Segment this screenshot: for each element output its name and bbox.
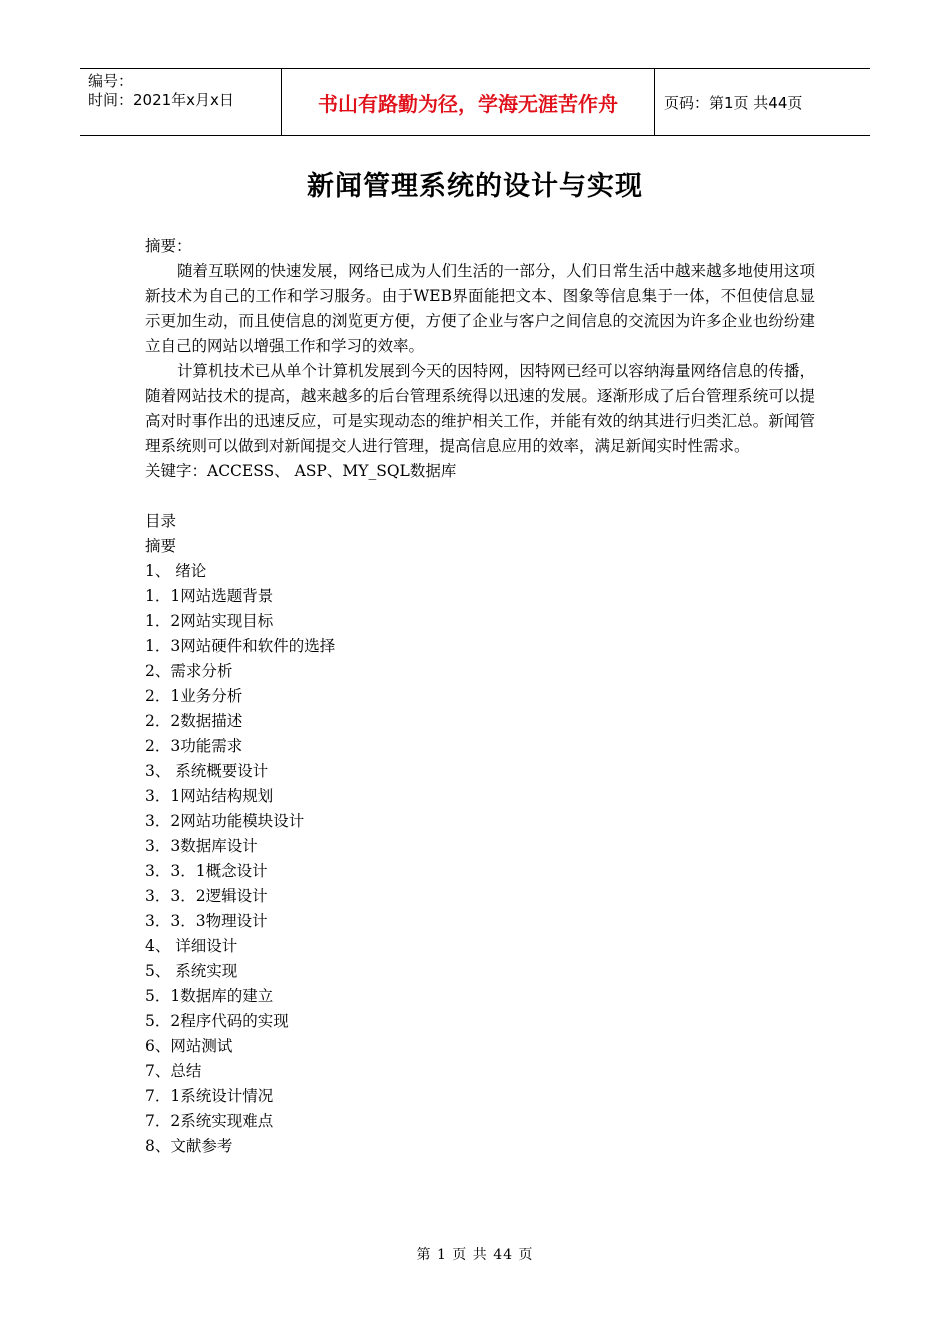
toc-item: 3．3．2逻辑设计 <box>145 887 268 905</box>
header-motto: 书山有路勤为径，学海无涯苦作舟 <box>318 91 618 116</box>
toc-item: 3．3．1概念设计 <box>145 862 268 880</box>
toc-item: 1．3网站硬件和软件的选择 <box>145 637 336 655</box>
page-footer: 第 1 页 共 44 页 <box>416 1247 534 1263</box>
toc-item: 2．2数据描述 <box>145 712 243 730</box>
toc-item: 2．1业务分析 <box>145 687 243 705</box>
toc-item: 7．1系统设计情况 <box>145 1087 274 1105</box>
document-time-label: 时间：2021年x月x日 <box>88 91 234 109</box>
toc-item: 5、 系统实现 <box>145 962 238 980</box>
toc-item: 7．2系统实现难点 <box>145 1112 274 1130</box>
toc-item: 摘要 <box>145 537 177 555</box>
header-page-info: 页码：第1页 共44页 <box>664 93 803 112</box>
header-meta-cell <box>80 69 281 135</box>
abstract-label: 摘要： <box>145 237 192 255</box>
toc-item: 3．1网站结构规划 <box>145 787 274 805</box>
toc-label: 目录 <box>145 512 177 530</box>
toc-item: 4、 详细设计 <box>145 937 238 955</box>
toc-item: 3、 系统概要设计 <box>145 762 269 780</box>
abstract-paragraph-2: 计算机技术已从单个计算机发展到今天的因特网，因特网已经可以容纳海量网络信息的传播，随着网站技术的提高，越来越多的后台管理系统得以迅速的发展。逐渐形成了后台管理系统可以提高对时事作出的迅速反应，可是实现动态的维护相关工作，并能有效的纳其进行归类汇总。新闻管理系统则可以做到对新闻提交人进行管理，提高信息应用的效率，满足新闻实时性需求。 <box>145 362 815 455</box>
document-number-label: 编号： <box>88 72 134 90</box>
header-table <box>80 68 870 136</box>
header-page-cell <box>655 69 870 135</box>
toc-item: 3．3数据库设计 <box>145 837 258 855</box>
abstract-paragraph-1: 随着互联网的快速发展，网络已成为人们生活的一部分，人们日常生活中越来越多地使用这项新技术为自己的工作和学习服务。由于WEB界面能把文本、图象等信息集于一体，不但使信息显示更加生动，而且使信息的浏览更方便，方便了企业与客户之间信息的交流因为许多企业也纷纷建立自己的网站以增强工作和学习的效率。 <box>145 262 815 355</box>
toc-item: 5．2程序代码的实现 <box>145 1012 289 1030</box>
toc-item: 1．2网站实现目标 <box>145 612 274 630</box>
toc-item: 1、 绪论 <box>145 562 207 580</box>
toc-item: 2、需求分析 <box>145 662 233 680</box>
toc-item: 5．1数据库的建立 <box>145 987 274 1005</box>
toc-item: 2．3功能需求 <box>145 737 243 755</box>
toc-item: 3．2网站功能模块设计 <box>145 812 305 830</box>
keywords-line: 关键字：ACCESS、 ASP、MY_SQL数据库 <box>145 462 457 480</box>
toc-item: 8、文献参考 <box>145 1137 233 1155</box>
document-body <box>145 234 815 1159</box>
toc-list <box>145 534 815 1159</box>
toc-item: 7、总结 <box>145 1062 202 1080</box>
spacer <box>145 484 815 509</box>
document-title: 新闻管理系统的设计与实现 <box>307 171 643 202</box>
header-motto-cell <box>281 69 655 135</box>
toc-item: 1．1网站选题背景 <box>145 587 274 605</box>
toc-item: 6、网站测试 <box>145 1037 233 1055</box>
toc-item: 3．3．3物理设计 <box>145 912 268 930</box>
